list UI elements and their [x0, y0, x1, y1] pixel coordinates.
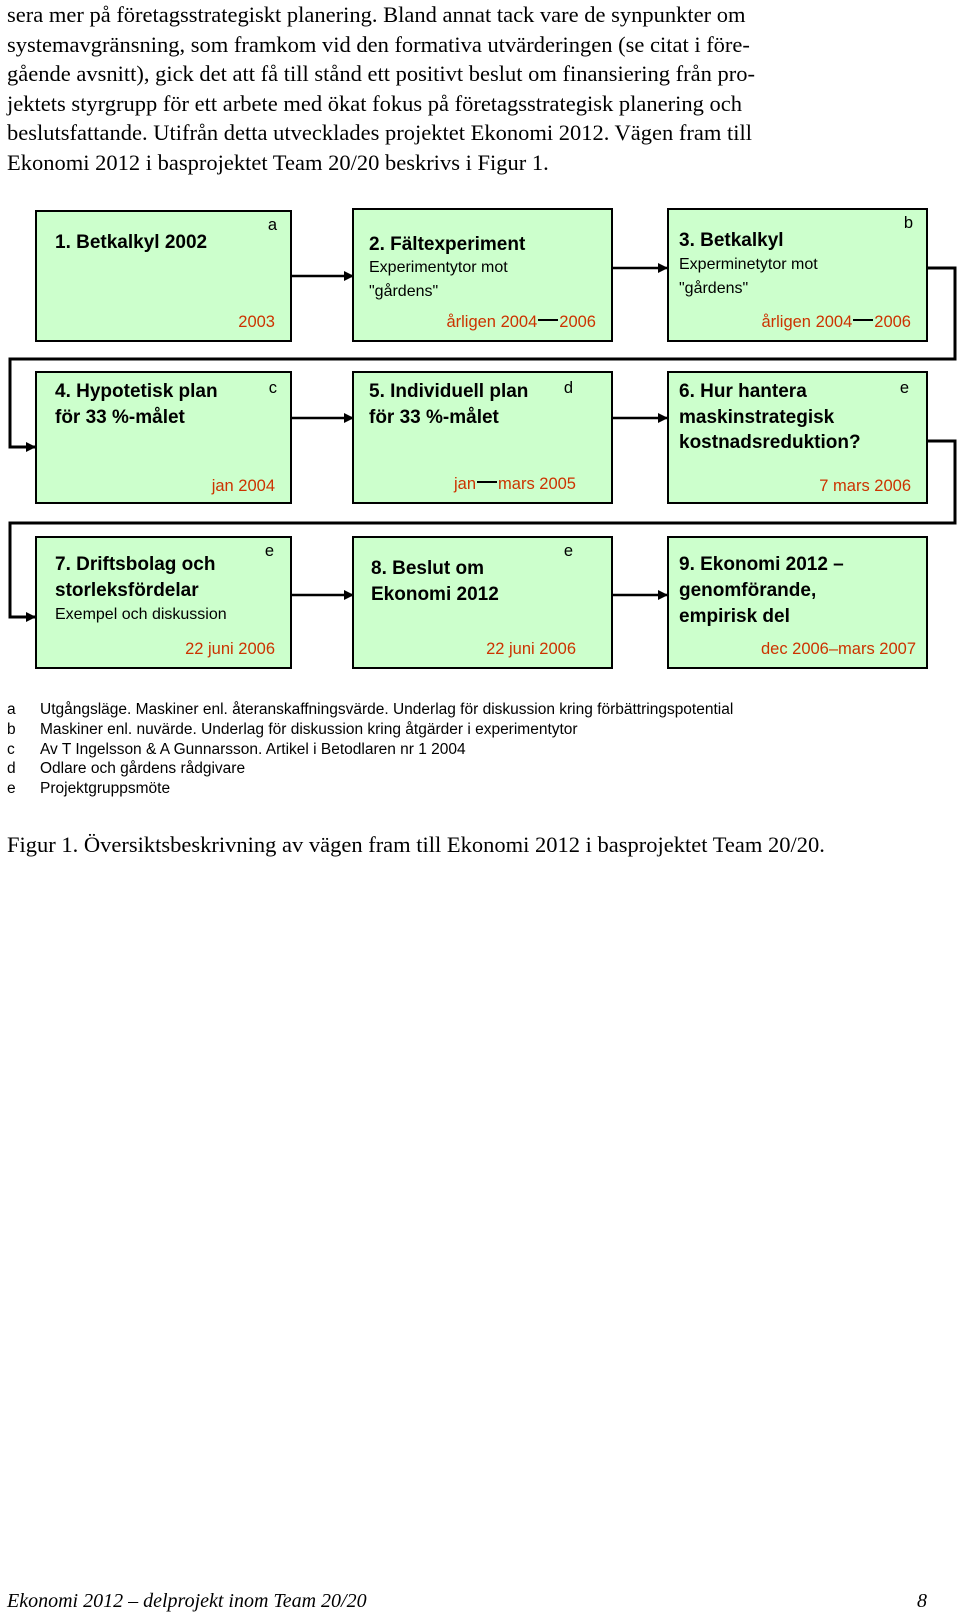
box-title: för 33 %-målet — [55, 407, 185, 428]
date-dash — [853, 319, 873, 321]
box-ref-letter: e — [563, 542, 573, 560]
flow-box-4 — [35, 371, 292, 504]
figure-caption: Figur 1. Översiktsbeskrivning av vägen fram till Ekonomi 2012 i basprojektet Team 20/20. — [7, 832, 825, 857]
page-number: 8 — [917, 1590, 927, 1612]
box-title: 9. Ekonomi 2012 – — [679, 554, 844, 575]
box-title: för 33 %-målet — [369, 407, 499, 428]
box-ref-letter: e — [264, 542, 274, 560]
legend-key: b — [7, 720, 16, 738]
box-subtitle: Experimentytor mot — [369, 259, 508, 276]
box-date — [446, 313, 596, 332]
box-ref-letter: a — [267, 216, 277, 234]
box-subtitle: Exempel och diskussion — [55, 606, 227, 623]
box-title: 6. Hur hantera — [679, 381, 807, 402]
legend-row — [7, 720, 733, 740]
intro-line: sera mer på företagsstrategiskt planering. Bland annat tack vare de synpunkter om — [7, 2, 746, 27]
flow-box-3 — [667, 208, 928, 342]
box-title: 3. Betkalkyl — [679, 230, 784, 251]
figure-legend — [7, 700, 733, 799]
box-subtitle: Experminetytor mot — [679, 256, 818, 273]
page-footer — [7, 1590, 927, 1613]
box-title: kostnadsreduktion? — [679, 432, 861, 453]
box-title: genomförande, — [679, 580, 817, 601]
flow-box-5 — [352, 371, 613, 504]
box-ref-letter: d — [563, 379, 573, 397]
intro-line: systemavgränsning, som framkom vid den formativa utvärderingen (se citat i före- — [7, 31, 750, 57]
box-date: 22 juni 2006 — [486, 640, 576, 658]
flow-box-9 — [667, 536, 928, 669]
box-title: Ekonomi 2012 — [371, 584, 499, 605]
intro-line: beslutsfattande. Utifrån detta utvecklades projektet Ekonomi 2012. Vägen fram till — [7, 120, 752, 146]
box-title: 8. Beslut om — [371, 558, 484, 579]
intro-line: gående avsnitt), gick det att få till stånd ett positivt beslut om finansiering från pro- — [7, 61, 755, 87]
legend-key: a — [7, 701, 16, 718]
legend-text: Av T Ingelsson & A Gunnarsson. Artikel i Betodlaren nr 1 2004 — [40, 740, 466, 758]
date-to: 2006 — [559, 313, 596, 331]
legend-key: c — [7, 740, 15, 758]
legend-key: e — [7, 780, 16, 798]
date-to: 2006 — [874, 313, 911, 331]
legend-text: Odlare och gårdens rådgivare — [40, 760, 246, 778]
box-date: 2003 — [238, 313, 275, 331]
date-dash — [477, 481, 497, 483]
legend-row — [7, 759, 733, 779]
date-from: jan — [454, 475, 477, 493]
date-from: årligen 2004 — [761, 313, 853, 331]
box-title: 1. Betkalkyl 2002 — [55, 232, 208, 253]
flow-box-2 — [352, 208, 613, 342]
legend-text: Utgångsläge. Maskiner enl. återanskaffningsvärde. Underlag för diskussion kring förbättringspotential — [40, 701, 734, 718]
box-ref-letter: b — [903, 214, 913, 232]
intro-line: jektets styrgrupp för ett arbete med ökat fokus på företagsstrategisk planering och — [7, 90, 742, 116]
box-title: 7. Driftsbolag och — [55, 554, 216, 575]
box-date: 7 mars 2006 — [819, 477, 911, 495]
box-date: dec 2006–mars 2007 — [760, 640, 916, 658]
box-title: 5. Individuell plan — [369, 381, 529, 402]
intro-line: Ekonomi 2012 i basprojektet Team 20/20 beskrivs i Figur 1. — [7, 149, 549, 175]
flow-box-8 — [352, 536, 613, 669]
date-dash — [538, 319, 558, 321]
box-title: storleksfördelar — [55, 580, 199, 601]
legend-row — [7, 779, 733, 799]
box-subtitle: "gårdens" — [369, 283, 439, 300]
legend-text: Maskiner enl. nuvärde. Underlag för diskussion kring åtgärder i experimentytor — [40, 720, 578, 738]
flow-box-6 — [667, 371, 928, 504]
flow-box-1 — [35, 210, 292, 342]
box-date — [761, 313, 911, 332]
box-title: empirisk del — [679, 606, 790, 627]
box-date — [454, 475, 576, 494]
legend-row — [7, 740, 733, 760]
flow-box-7 — [35, 536, 292, 669]
box-title: 4. Hypotetisk plan — [55, 381, 218, 402]
box-date: 22 juni 2006 — [185, 640, 275, 658]
footer-title: Ekonomi 2012 – delprojekt inom Team 20/20 — [7, 1590, 367, 1612]
legend-row — [7, 700, 733, 720]
date-from: årligen 2004 — [446, 313, 538, 331]
box-subtitle: "gårdens" — [679, 280, 749, 297]
box-date: jan 2004 — [211, 477, 275, 495]
box-title: maskinstrategisk — [679, 407, 835, 428]
legend-key: d — [7, 760, 16, 778]
box-title: 2. Fältexperiment — [369, 234, 526, 255]
box-ref-letter: c — [268, 379, 277, 397]
date-to: mars 2005 — [498, 475, 576, 493]
legend-text: Projektgruppsmöte — [40, 780, 171, 798]
box-ref-letter: e — [899, 379, 909, 397]
